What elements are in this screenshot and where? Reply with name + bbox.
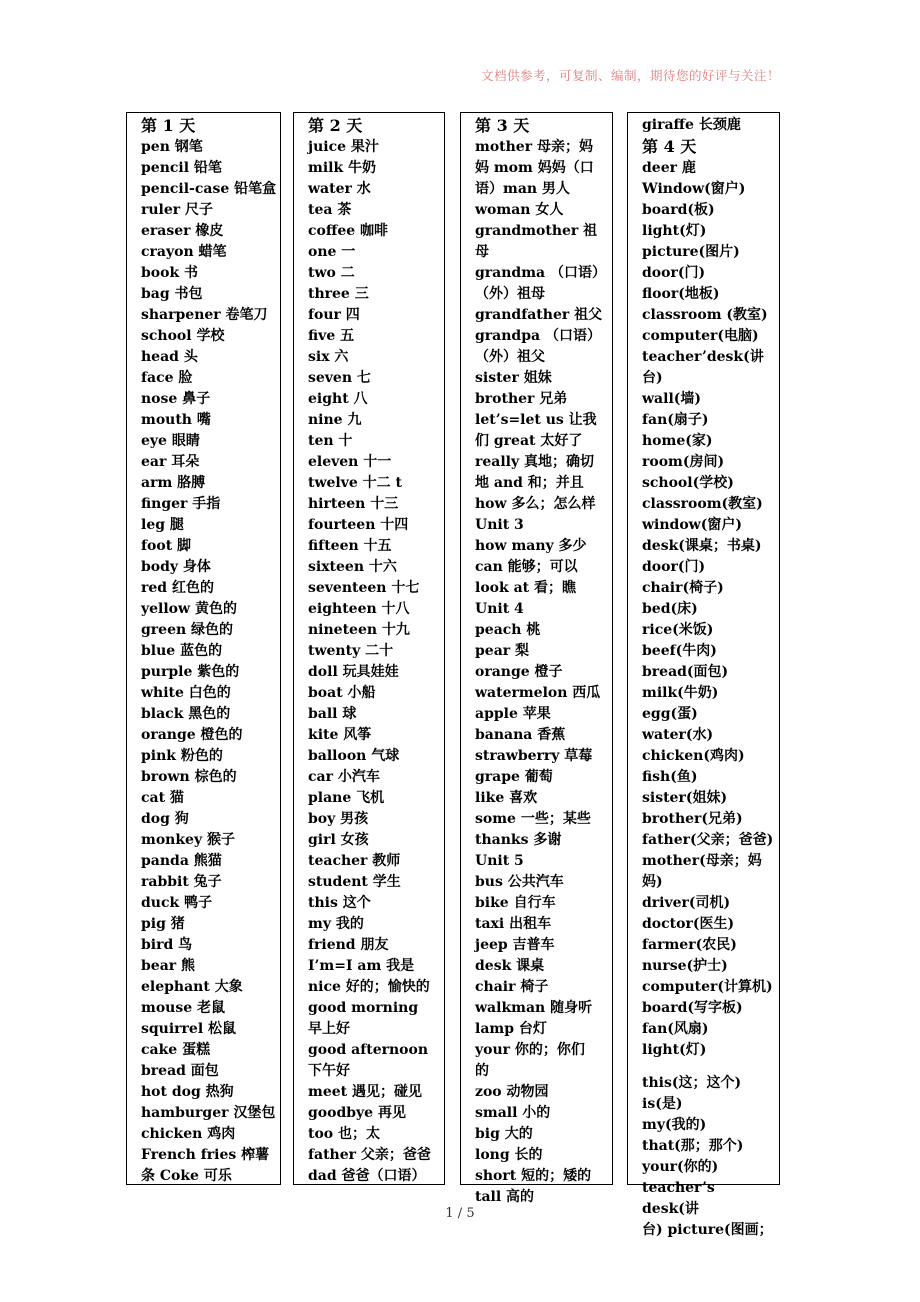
vocab-entry: red 红色的 [141, 580, 214, 596]
vocab-entry: plane 飞机 [308, 790, 385, 806]
vocab-entry: let’s=let us 让我 [475, 412, 597, 428]
vocab-entry: classroom(教室) [642, 496, 763, 512]
vocab-entry: deer 鹿 [642, 160, 696, 176]
vocab-entry: eighteen 十八 [308, 601, 410, 617]
vocab-entry: boat 小船 [308, 685, 376, 701]
vocab-entry: dad 爸爸（口语） [308, 1168, 426, 1184]
day-heading: 第 2 天 [308, 116, 363, 135]
vocab-entry: meet 遇见；碰见 [308, 1084, 422, 1100]
vocab-entry: rabbit 兔子 [141, 874, 222, 890]
vocab-entry: Window(窗户) [642, 181, 746, 197]
vocab-entry: can 能够；可以 [475, 559, 578, 575]
vocab-entry: coffee 咖啡 [308, 223, 389, 239]
vocab-entry: doll 玩具娃娃 [308, 664, 399, 680]
vocab-entry: eleven 十一 [308, 454, 392, 470]
vocab-entry: bus 公共汽车 [475, 874, 564, 890]
vocab-entry: bear 熊 [141, 958, 196, 974]
vocab-entry: eraser 橡皮 [141, 223, 224, 239]
vocab-entry: cake 蛋糕 [141, 1042, 211, 1058]
day-heading: 第 3 天 [475, 116, 530, 135]
vocab-entry: 条 Coke 可乐 [141, 1168, 232, 1184]
vocab-entry: blue 蓝色的 [141, 643, 223, 659]
vocab-entry: book 书 [141, 265, 199, 281]
vocab-entry: duck 鸭子 [141, 895, 213, 911]
vocab-entry: nurse(护士) [642, 958, 728, 974]
vocab-entry: banana 香蕉 [475, 727, 566, 743]
vocab-entry: brown 棕色的 [141, 769, 237, 785]
vocab-entry: twenty 二十 [308, 643, 394, 659]
vocab-entry: arm 胳膊 [141, 475, 206, 491]
vocab-entry: window(窗户) [642, 517, 742, 533]
vocab-entry: 妈 mom 妈妈（口 [475, 160, 594, 176]
vocab-entry: how 多么；怎么样 [475, 496, 596, 512]
vocab-entry: walkman 随身听 [475, 1000, 593, 1016]
vocab-entry: rice(米饭) [642, 622, 714, 638]
vocab-entry: how many 多少 [475, 538, 587, 554]
vocab-entry: tall 高的 [475, 1189, 535, 1205]
vocab-entry: fan(风扇) light(灯) [642, 1021, 714, 1058]
vocab-entry: sixteen 十六 [308, 559, 397, 575]
vocab-entry: bird 鸟 [141, 937, 193, 953]
vocab-entry: 的 [475, 1063, 489, 1079]
vocab-entry: door(门) [642, 559, 706, 575]
vocab-entry: small 小的 [475, 1105, 551, 1121]
vocab-entry: school 学校 [141, 328, 225, 344]
vocab-entry: long 长的 [475, 1147, 543, 1163]
vocab-entry: father 父亲；爸爸 [308, 1147, 431, 1163]
vocab-entry: （外）祖母 [475, 286, 545, 302]
vocab-entry: goodbye 再见 [308, 1105, 406, 1121]
vocab-entry: driver(司机) [642, 895, 731, 911]
vocab-entry: orange 橙子 [475, 664, 563, 680]
vocab-column-2 [293, 112, 445, 1185]
vocab-entry: short 短的；矮的 [475, 1168, 592, 1184]
vocab-entry: 们 great 太好了 [475, 433, 583, 449]
vocab-entry: ear 耳朵 [141, 454, 200, 470]
vocab-entry: eye 眼睛 [141, 433, 200, 449]
vocab-entry: sister(姐妹) [642, 790, 728, 806]
vocab-entry: 语）man 男人 [475, 181, 570, 197]
vocab-entry: car 小汽车 [308, 769, 380, 785]
vocab-entry: nose 鼻子 [141, 391, 211, 407]
vocab-entry: like 喜欢 [475, 790, 538, 806]
vocab-entry: foot 脚 [141, 538, 192, 554]
vocab-entry: pencil 铅笔 [141, 160, 222, 176]
vocab-entry: door(门) [642, 265, 706, 281]
vocab-entry: big 大的 [475, 1126, 533, 1142]
vocab-entry: beef(牛肉) [642, 643, 717, 659]
vocab-entry: purple 紫色的 [141, 664, 240, 680]
vocab-entry: chicken 鸡肉 [141, 1126, 236, 1142]
vocab-entry: farmer(农民) [642, 937, 737, 953]
vocab-entry: is(是) [642, 1096, 683, 1112]
vocab-entry: mouse 老鼠 [141, 1000, 225, 1016]
vocab-entry: strawberry 草莓 [475, 748, 593, 764]
vocab-entry: 早上好 [308, 1021, 350, 1037]
vocab-entry: bed(床) [642, 601, 698, 617]
vocab-entry: five 五 [308, 328, 355, 344]
unit-heading: Unit 4 [475, 601, 524, 617]
vocab-entry: water(水) [642, 727, 714, 743]
vocab-entry: face 脸 [141, 370, 193, 386]
vocab-entry: hot dog 热狗 [141, 1084, 234, 1100]
vocab-entry: milk(牛奶) [642, 685, 719, 701]
vocab-entry: zoo 动物园 [475, 1084, 549, 1100]
vocab-entry: 妈) [642, 874, 663, 890]
vocab-entry: brother(兄弟) [642, 811, 743, 827]
vocab-entry: grandfather 祖父 [475, 307, 603, 323]
vocab-entry: teacher’s desk(讲 [642, 1180, 720, 1217]
vocab-entry: grape 葡萄 [475, 769, 553, 785]
vocab-entry: seven 七 [308, 370, 371, 386]
vocab-entry: hamburger 汉堡包 [141, 1105, 276, 1121]
vocab-entry: girl 女孩 [308, 832, 369, 848]
vocab-entry: mother(母亲；妈 [642, 853, 762, 869]
vocab-entry: giraffe 长颈鹿 [642, 117, 741, 133]
header-note: 文档供参考，可复制、编制，期待您的好评与关注！ [480, 68, 780, 83]
vocab-entry: grandpa （口语） [475, 328, 601, 344]
vocab-entry: good afternoon [308, 1042, 429, 1058]
vocab-entry: good morning [308, 1000, 419, 1016]
vocab-entry: cat 猫 [141, 790, 184, 806]
vocab-entry: some 一些；某些 [475, 811, 591, 827]
vocab-entry: four 四 [308, 307, 360, 323]
vocab-entry: friend 朋友 [308, 937, 389, 953]
vocab-entry: head 头 [141, 349, 198, 365]
vocab-entry: pink 粉色的 [141, 748, 223, 764]
unit-heading: Unit 3 [475, 517, 524, 533]
vocab-entry: nine 九 [308, 412, 362, 428]
vocab-entry: black 黑色的 [141, 706, 231, 722]
day-heading: 第 4 天 [642, 137, 697, 156]
vocab-entry: 下午好 [308, 1063, 350, 1079]
vocab-entry: nice 好的；愉快的 [308, 979, 430, 995]
vocab-entry: fifteen 十五 [308, 538, 392, 554]
vocab-entry: three 三 [308, 286, 369, 302]
vocab-entry: six 六 [308, 349, 349, 365]
vocab-entry: your(你的) [642, 1159, 719, 1175]
page-number: 1 / 5 [445, 1206, 475, 1221]
unit-heading: Unit 5 [475, 853, 524, 869]
vocab-entry: kite 风筝 [308, 727, 372, 743]
vocab-entry: this 这个 [308, 895, 371, 911]
vocab-entry: sharpener 卷笔刀 [141, 307, 268, 323]
vocab-entry: bike 自行车 [475, 895, 556, 911]
vocab-entry: twelve 十二 t [308, 475, 403, 491]
vocab-entry: monkey 猴子 [141, 832, 235, 848]
vocab-entry: computer(计算机) [642, 979, 773, 995]
vocab-entry: panda 熊猫 [141, 853, 222, 869]
vocab-entry: my(我的) [642, 1117, 707, 1133]
vocab-entry: squirrel 松鼠 [141, 1021, 237, 1037]
vocab-entry: student 学生 [308, 874, 401, 890]
vocab-entry: this(这；这个) [642, 1075, 742, 1091]
vocab-entry: teacher 教师 [308, 853, 401, 869]
vocab-entry: I’m=I am 我是 [308, 958, 415, 974]
vocab-entry: bag 书包 [141, 286, 203, 302]
vocab-entry: that(那；那个) [642, 1138, 744, 1154]
vocab-entry: wall(墙) [642, 391, 702, 407]
vocab-entry: chicken(鸡肉) [642, 748, 745, 764]
vocab-entry: light(灯) [642, 223, 707, 239]
day-heading: 第 1 天 [141, 116, 196, 135]
vocab-entry: nineteen 十九 [308, 622, 410, 638]
vocab-entry: chair(椅子) [642, 580, 724, 596]
vocab-entry: white 白色的 [141, 685, 231, 701]
vocab-entry: green 绿色的 [141, 622, 234, 638]
vocab-entry: room(房间) [642, 454, 725, 470]
vocab-entry: chair 椅子 [475, 979, 549, 995]
vocab-entry: desk 课桌 [475, 958, 545, 974]
vocab-entry: pencil-case 铅笔盒 [141, 181, 277, 197]
vocab-column-4 [627, 112, 780, 1238]
vocab-entry: bread(面包) [642, 664, 729, 680]
vocab-entry: （外）祖父 [475, 349, 545, 365]
vocab-entry: brother 兄弟 [475, 391, 568, 407]
vocab-entry: teacher’desk(讲台) [642, 349, 764, 386]
vocab-column-3 [460, 112, 613, 1205]
vocab-entry: eight 八 [308, 391, 368, 407]
vocab-entry: your 你的；你们 [475, 1042, 585, 1058]
vocab-entry: pig 猪 [141, 916, 185, 932]
vocab-entry: my 我的 [308, 916, 364, 932]
vocab-entry: look at 看；瞧 [475, 580, 576, 596]
vocab-entry: French fries 榨薯 [141, 1147, 270, 1163]
vocab-entry: ruler 尺子 [141, 202, 214, 218]
vocab-entry: milk 牛奶 [308, 160, 377, 176]
vocab-entry: seventeen 十七 [308, 580, 420, 596]
vocab-entry: pear 梨 [475, 643, 530, 659]
vocab-entry: school(学校) [642, 475, 734, 491]
vocab-entry: picture(图片) [642, 244, 740, 260]
vocab-column-1 [126, 112, 281, 1185]
vocab-entry: elephant 大象 [141, 979, 243, 995]
vocab-entry: classroom (教室) [642, 307, 768, 323]
vocab-entry: grandma （口语） [475, 265, 606, 281]
vocab-entry: woman 女人 [475, 202, 564, 218]
vocab-entry: ball 球 [308, 706, 357, 722]
vocab-entry: jeep 吉普车 [475, 937, 555, 953]
vocab-entry: fish(鱼) [642, 769, 698, 785]
vocab-entry: sister 姐妹 [475, 370, 552, 386]
vocab-entry: lamp 台灯 [475, 1021, 547, 1037]
vocab-entry: balloon 气球 [308, 748, 400, 764]
vocab-entry: ten 十 [308, 433, 353, 449]
vocab-entry: egg(蛋) [642, 706, 698, 722]
vocab-entry: two 二 [308, 265, 355, 281]
spacer [642, 1061, 779, 1073]
vocab-entry: water 水 [308, 181, 371, 197]
vocab-entry: board(板) [642, 202, 715, 218]
vocab-entry: watermelon 西瓜 [475, 685, 601, 701]
vocab-entry: apple 苹果 [475, 706, 551, 722]
vocab-entry: juice 果汁 [308, 139, 379, 155]
vocab-entry: dog 狗 [141, 811, 189, 827]
vocab-entry: mother 母亲；妈 [475, 139, 593, 155]
vocab-entry: father(父亲；爸爸) [642, 832, 774, 848]
vocab-entry: crayon 蜡笔 [141, 244, 227, 260]
vocab-entry: grandmother 祖母 [475, 223, 598, 260]
vocab-entry: too 也；太 [308, 1126, 381, 1142]
vocab-entry: 地 and 和；并且 [475, 475, 584, 491]
vocab-entry: home(家) [642, 433, 713, 449]
vocab-entry: orange 橙色的 [141, 727, 243, 743]
vocab-entry: taxi 出租车 [475, 916, 552, 932]
vocab-entry: 台) picture(图画； [642, 1222, 773, 1238]
vocab-entry: floor(地板) [642, 286, 720, 302]
vocab-entry: tea 茶 [308, 202, 352, 218]
vocab-entry: yellow 黄色的 [141, 601, 237, 617]
vocab-entry: hirteen 十三 [308, 496, 399, 512]
vocab-entry: fourteen 十四 [308, 517, 409, 533]
vocab-entry: desk(课桌；书桌) [642, 538, 762, 554]
vocab-entry: really 真地；确切 [475, 454, 594, 470]
vocab-entry: peach 桃 [475, 622, 541, 638]
vocab-entry: body 身体 [141, 559, 211, 575]
vocab-entry: computer(电脑) [642, 328, 759, 344]
vocab-entry: bread 面包 [141, 1063, 219, 1079]
vocab-entry: thanks 多谢 [475, 832, 562, 848]
vocab-entry: finger 手指 [141, 496, 221, 512]
vocab-entry: mouth 嘴 [141, 412, 211, 428]
vocab-entry: boy 男孩 [308, 811, 369, 827]
vocab-entry: fan(扇子) [642, 412, 709, 428]
vocab-entry: pen 钢笔 [141, 139, 203, 155]
vocab-entry: leg 腿 [141, 517, 184, 533]
vocab-entry: doctor(医生) [642, 916, 735, 932]
vocab-entry: one 一 [308, 244, 356, 260]
vocab-entry: board(写字板) [642, 1000, 743, 1016]
